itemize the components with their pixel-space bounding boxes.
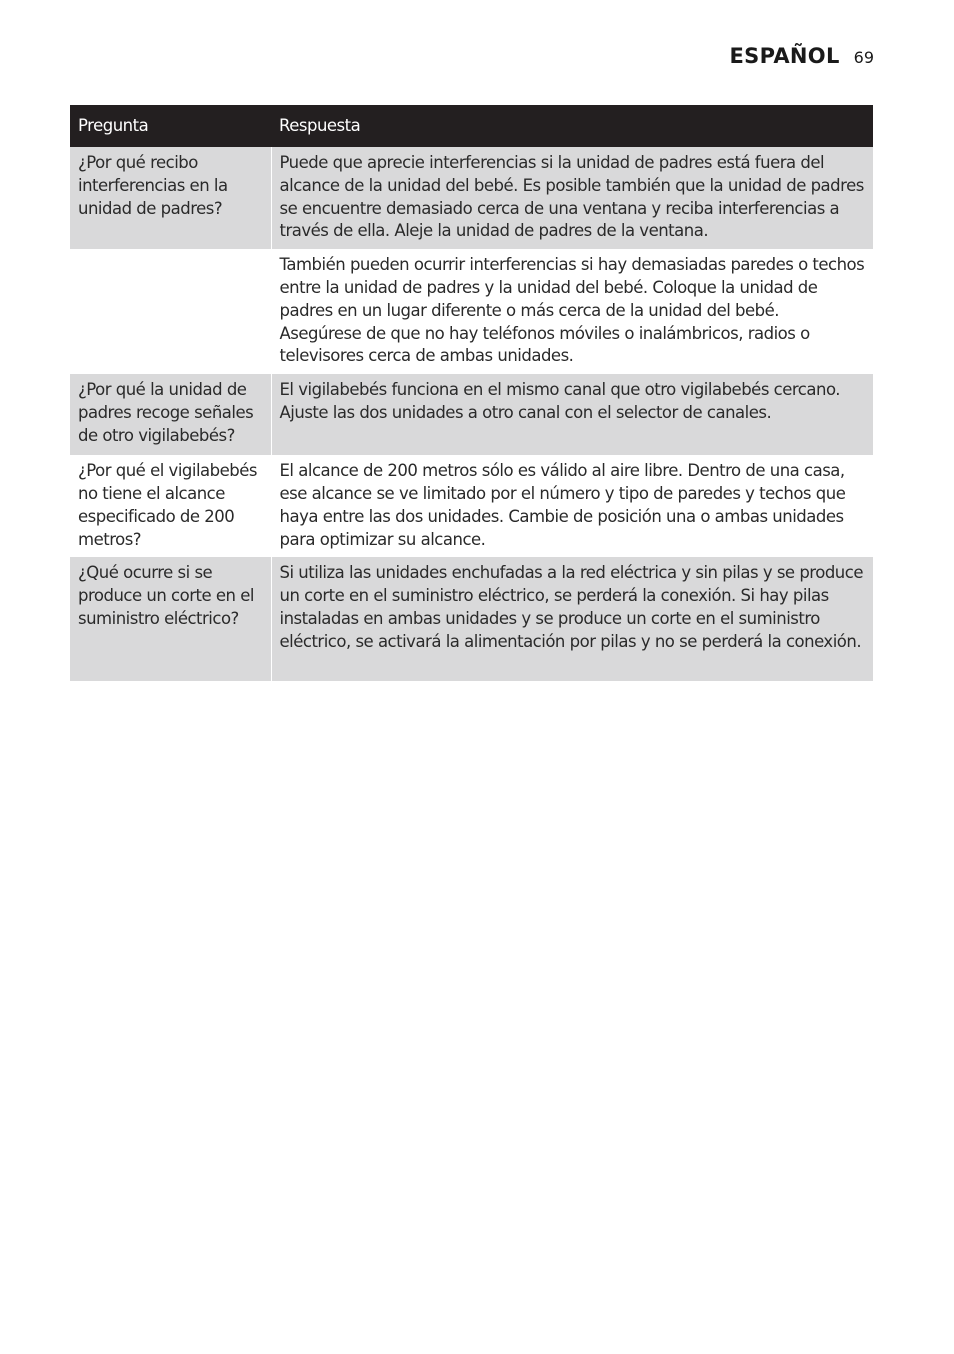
faq-table	[70, 105, 873, 681]
table-row	[70, 455, 873, 557]
answer-cell: El alcance de 200 metros sólo es válido al aire libre. Dentro de una casa, ese alcance se ve limitado por el número y tipo de paredes y techos que haya entre las dos unidades. Cambie de posición una o ambas unidades para optimizar su alcance.	[271, 455, 873, 557]
page-number: 69	[853, 48, 874, 67]
table-row	[70, 374, 873, 455]
question-cell: ¿Por qué la unidad de padres recoge señales de otro vigilabebés?	[70, 374, 271, 455]
page-header	[730, 44, 874, 68]
question-cell	[70, 249, 271, 374]
answer-cell: El vigilabebés funciona en el mismo canal que otro vigilabebés cercano. Ajuste las dos unidades a otro canal con el selector de canales.	[271, 374, 873, 455]
table-row	[70, 557, 873, 681]
answer-cell: Si utiliza las unidades enchufadas a la red eléctrica y sin pilas y se produce un corte en el suministro eléctrico, se perderá la conexión. Si hay pilas instaladas en ambas unidades y se produce un corte en el suministro eléctrico, se activará la alimentación por pilas y no se perderá la conexión.	[271, 557, 873, 681]
answer-cell: También pueden ocurrir interferencias si hay demasiadas paredes o techos entre la unidad de padres y la unidad del bebé. Coloque la unidad de padres en un lugar diferente o más cerca de la unidad del bebé. Asegúrese de que no hay teléfonos móviles o inalámbricos, radios o televisores cerca de ambas unidades.	[271, 249, 873, 374]
section-title: ESPAÑOL	[729, 44, 840, 68]
question-cell: ¿Por qué el vigilabebés no tiene el alcance especificado de 200 metros?	[70, 455, 271, 557]
question-cell: ¿Por qué recibo interferencias en la unidad de padres?	[70, 147, 271, 249]
table-header-row	[70, 105, 873, 147]
answer-cell: Puede que aprecie interferencias si la unidad de padres está fuera del alcance de la unidad del bebé. Es posible también que la unidad de padres se encuentre demasiado cerca de una ventana y reciba interferencias a través de ella. Aleje la unidad de padres de la ventana.	[271, 147, 873, 249]
question-cell: ¿Qué ocurre si se produce un corte en el suministro eléctrico?	[70, 557, 271, 681]
column-header-answer: Respuesta	[271, 105, 873, 147]
table-row	[70, 249, 873, 374]
column-header-question: Pregunta	[70, 105, 271, 147]
table-row	[70, 147, 873, 249]
